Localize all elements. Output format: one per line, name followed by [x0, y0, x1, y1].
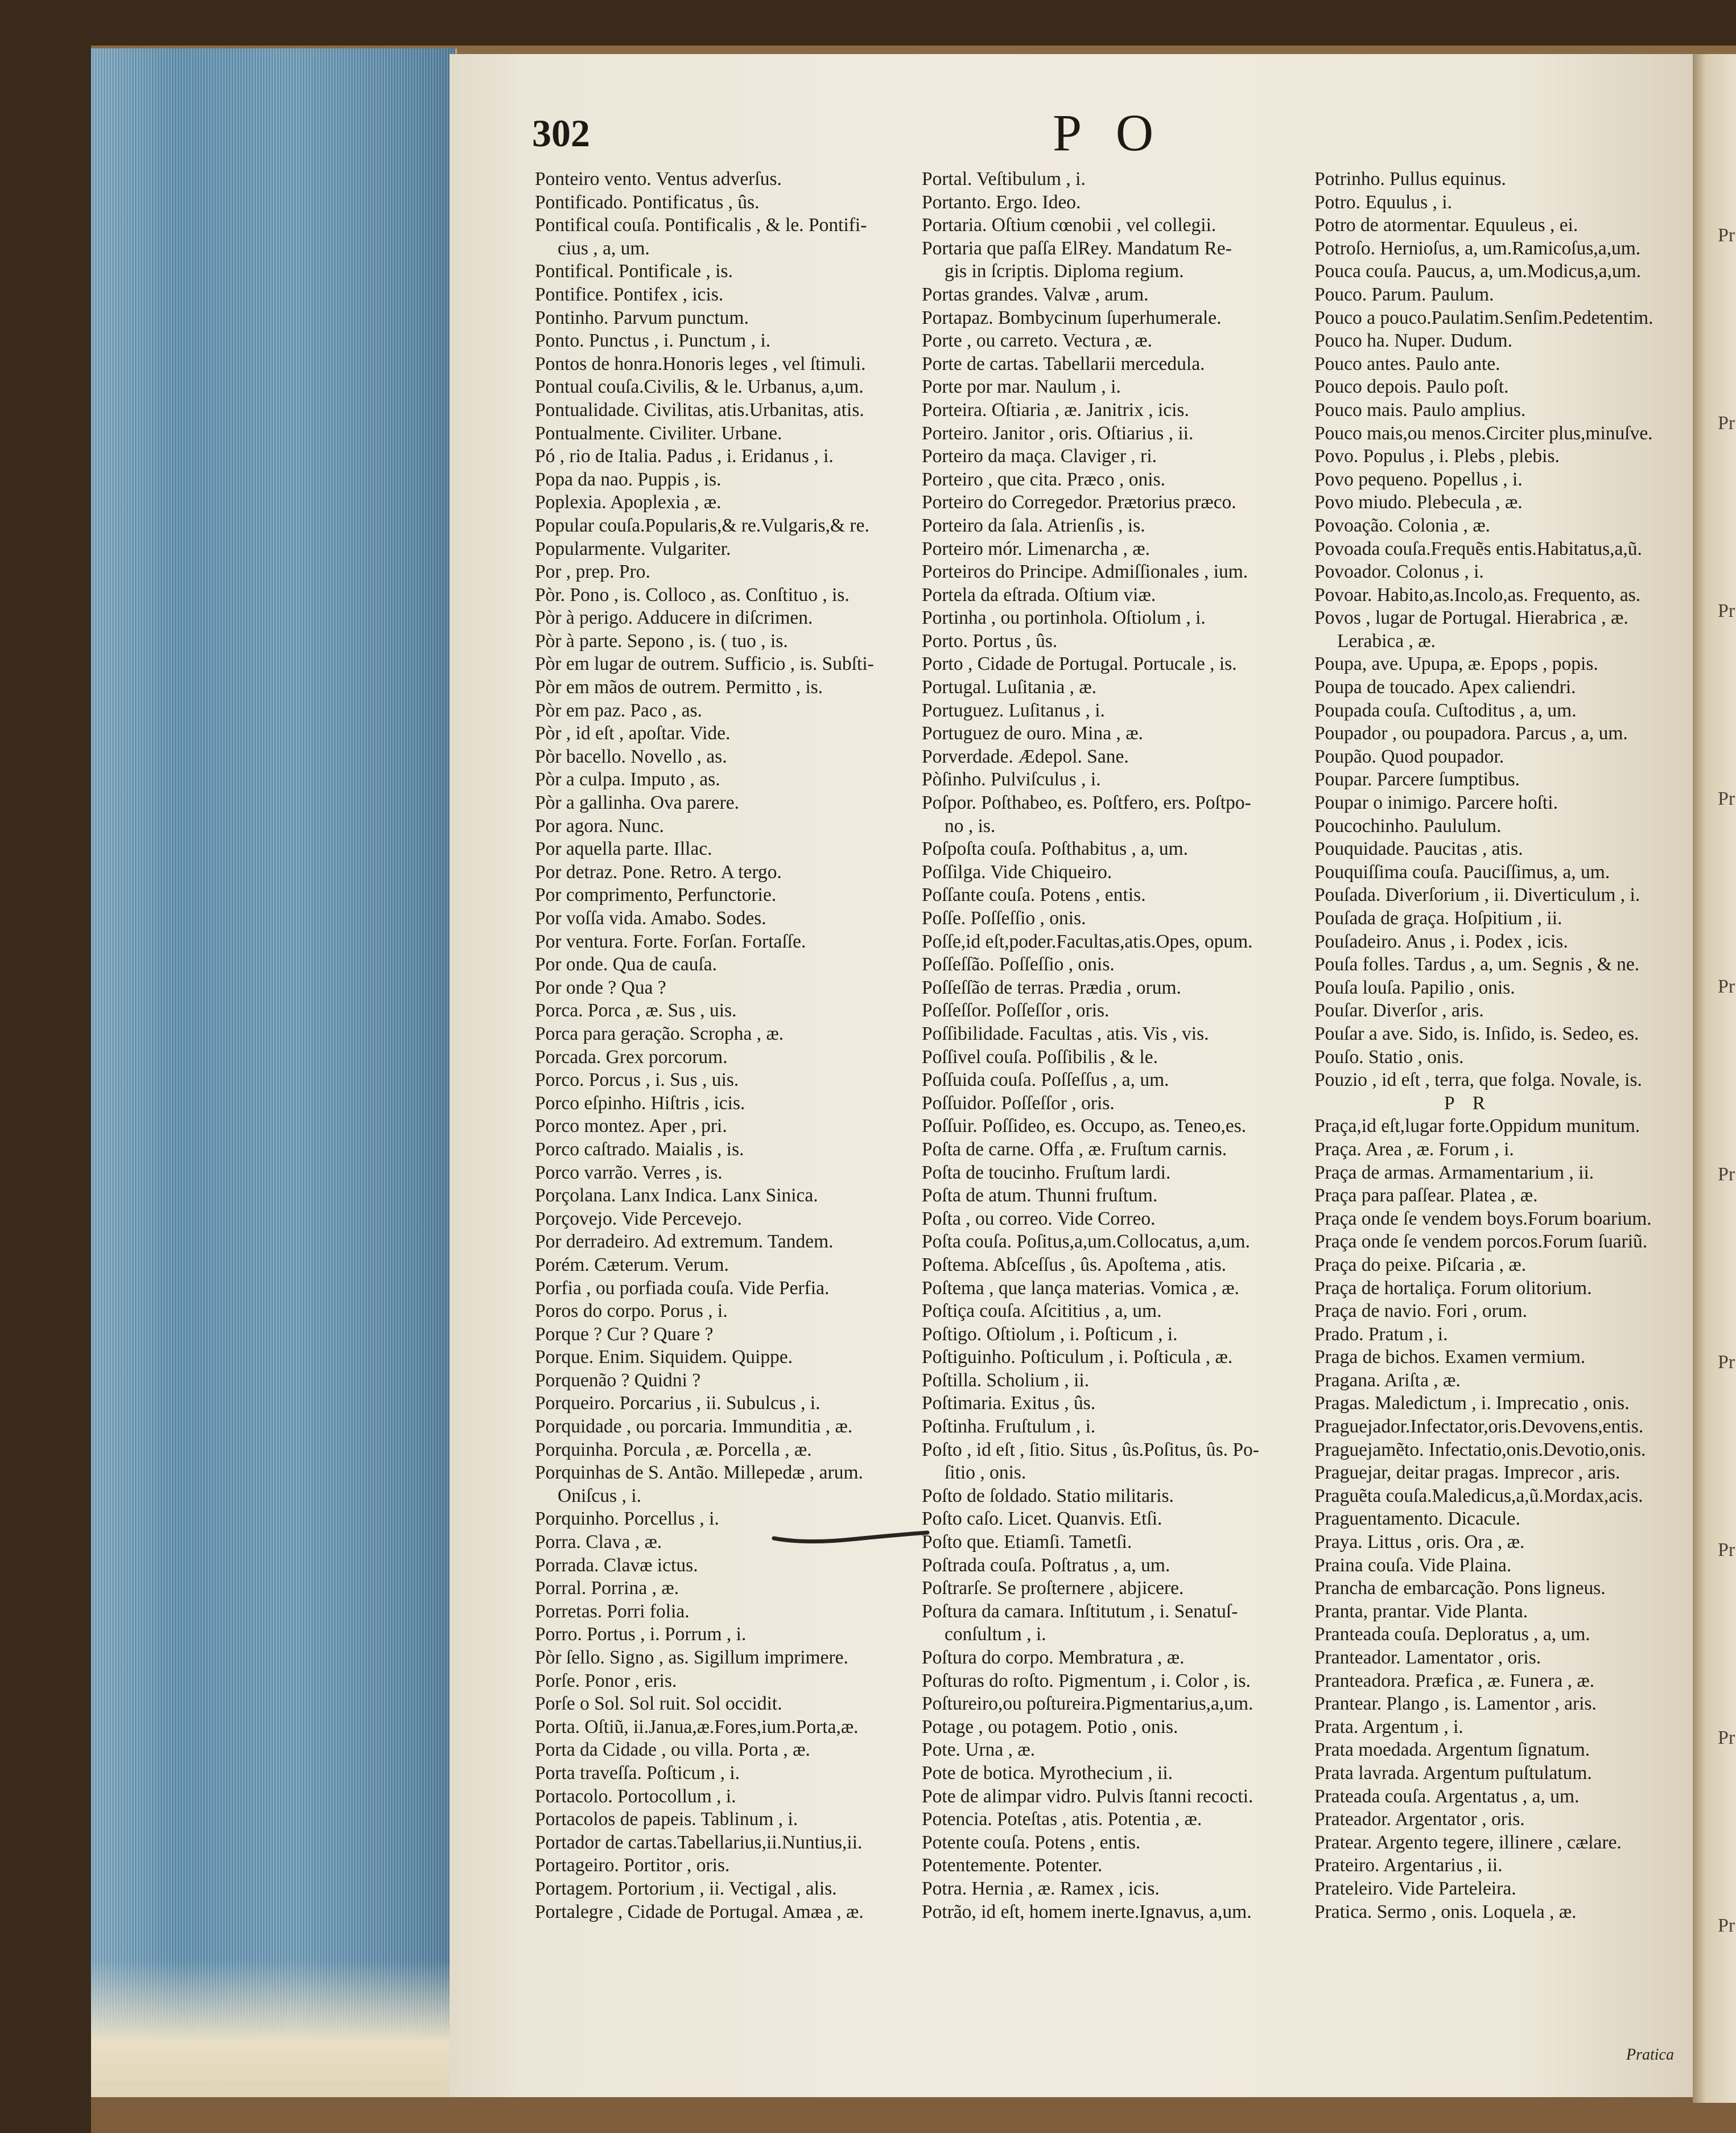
dictionary-entry: Pouſar. Diverſor , aris. — [1314, 1000, 1484, 1022]
dictionary-entry: Porte de cartas. Tabellarii mercedula. — [922, 353, 1205, 374]
dictionary-entry: Portinha , ou portinhola. Oſtiolum , i. — [922, 607, 1206, 629]
dictionary-entry: ſitio , onis. — [945, 1462, 1026, 1484]
dictionary-entry: Pranteador. Lamentator , oris. — [1314, 1647, 1541, 1668]
dictionary-entry: Poupador , ou poupadora. Parcus , a, um. — [1314, 723, 1628, 744]
column-3 — [1314, 168, 1690, 1924]
dictionary-entry: Praga de bichos. Examen vermium. — [1314, 1346, 1586, 1368]
dictionary-entry: Prado. Pratum , i. — [1314, 1323, 1448, 1345]
dictionary-entry: Porco. Porcus , i. Sus , uis. — [535, 1069, 739, 1091]
dictionary-entry: Portuguez de ouro. Mina , æ. — [922, 723, 1143, 744]
dictionary-entry: Potentemente. Potenter. — [922, 1855, 1103, 1876]
dictionary-entry: Porteiro mór. Limenarcha , æ. — [922, 538, 1150, 559]
dictionary-entry: Poſſeſſão de terras. Prædia , orum. — [922, 977, 1181, 998]
dictionary-entry: Pòr à parte. Sepono , is. ( tuo , is. — [535, 630, 788, 652]
dictionary-entry: Praça. Area , æ. Forum , i. — [1314, 1138, 1514, 1160]
dictionary-entry: Povoar. Habito,as.Incolo,as. Frequento, as. — [1314, 584, 1641, 606]
dictionary-entry: Porém. Cæterum. Verum. — [535, 1254, 729, 1275]
dictionary-entry: Praça do peixe. Piſcaria , æ. — [1314, 1254, 1527, 1275]
dictionary-entry: Por , prep. Pro. — [535, 561, 650, 583]
dictionary-entry: Praguẽta couſa.Maledicus,a,ũ.Mordax,acis. — [1314, 1485, 1643, 1506]
facing-page-fragment: Pr — [1718, 225, 1735, 246]
dictionary-entry: Porteiro , que cita. Præco , onis. — [922, 468, 1165, 490]
dictionary-entry: Portageiro. Portitor , oris. — [535, 1855, 730, 1876]
dictionary-entry: Poupa, ave. Upupa, æ. Epops , popis. — [1314, 653, 1598, 675]
dictionary-entry: Portagem. Portorium , ii. Vectigal , alis. — [535, 1877, 837, 1899]
dictionary-entry: Poſto , id eſt , ſitio. Situs , ûs.Poſitus, ûs. Po- — [922, 1439, 1259, 1460]
dictionary-entry: Pranta, prantar. Vide Planta. — [1314, 1600, 1528, 1622]
dictionary-entry: Pòr a gallinha. Ova parere. — [535, 792, 740, 814]
dictionary-entry: Pòr ſello. Signo , as. Sigillum imprimere. — [535, 1647, 848, 1668]
dictionary-entry: Potro. Equulus , i. — [1314, 191, 1452, 213]
dictionary-entry: Pouco ha. Nuper. Dudum. — [1314, 330, 1512, 352]
dictionary-entry: Potrinho. Pullus equinus. — [1314, 168, 1506, 190]
dictionary-entry: Praguejar, deitar pragas. Imprecor , aris. — [1314, 1462, 1620, 1484]
dictionary-entry: Prantear. Plango , is. Lamentor , aris. — [1314, 1693, 1597, 1715]
page-edges — [91, 48, 457, 2097]
dictionary-entry: Portal. Veſtibulum , i. — [922, 168, 1086, 190]
dictionary-entry: Porſe o Sol. Sol ruit. Sol occidit. — [535, 1693, 782, 1715]
dictionary-entry: Porco montez. Aper , pri. — [535, 1115, 727, 1137]
dictionary-entry: Praya. Littus , oris. Ora , æ. — [1314, 1531, 1525, 1553]
dictionary-entry: Ponteiro vento. Ventus adverſus. — [535, 168, 782, 190]
dictionary-entry: Povo miudo. Plebecula , æ. — [1314, 492, 1523, 513]
dictionary-entry: Povos , lugar de Portugal. Hierabrica , æ. — [1314, 607, 1628, 629]
dictionary-entry: Potente couſa. Potens , entis. — [922, 1831, 1141, 1853]
dictionary-entry: Prateada couſa. Argentatus , a, um. — [1314, 1785, 1580, 1807]
dictionary-entry: Pòſinho. Pulviſculus , i. — [922, 769, 1101, 790]
dictionary-entry: Praça de armas. Armamentarium , ii. — [1314, 1162, 1594, 1183]
dictionary-entry: Pote de alimpar vidro. Pulvis ſtanni recocti. — [922, 1785, 1253, 1807]
dictionary-entry: Praguejamẽto. Infectatio,onis.Devotio,onis. — [1314, 1439, 1646, 1460]
dictionary-entry: Pragas. Maledictum , i. Imprecatio , onis. — [1314, 1393, 1630, 1414]
dictionary-entry: Pòr em paz. Paco , as. — [535, 699, 702, 721]
dictionary-entry: Portaria que paſſa ElRey. Mandatum Re- — [922, 237, 1232, 259]
dictionary-entry: Porta. Oſtiũ, ii.Janua,æ.Fores,ium.Porta,æ. — [535, 1716, 859, 1737]
dictionary-entry: Pranteada couſa. Deploratus , a, um. — [1314, 1624, 1590, 1645]
dictionary-entry: Porta da Cidade , ou villa. Porta , æ. — [535, 1739, 810, 1761]
dictionary-entry: Porteiro da ſala. Atrienſis , is. — [922, 514, 1145, 536]
dictionary-entry: Pragana. Ariſta , æ. — [1314, 1369, 1461, 1391]
dictionary-entry: Pontificado. Pontificatus , ûs. — [535, 191, 760, 213]
running-head: P O — [1053, 104, 1165, 162]
dictionary-entry: Poucochinho. Paululum. — [1314, 815, 1502, 837]
dictionary-entry: Pouco. Parum. Paulum. — [1314, 283, 1494, 305]
dictionary-entry: Porteiro. Janitor , oris. Oſtiarius , ii. — [922, 422, 1194, 444]
dictionary-entry: Porca. Porca , æ. Sus , uis. — [535, 1000, 737, 1022]
dictionary-entry: Poſſuida couſa. Poſſeſſus , a, um. — [922, 1069, 1169, 1091]
dictionary-entry: Poſto de ſoldado. Statio militaris. — [922, 1485, 1174, 1506]
dictionary-entry: Poſto caſo. Licet. Quanvis. Etſi. — [922, 1508, 1162, 1530]
dictionary-entry: Pòr em mãos de outrem. Permitto , is. — [535, 677, 823, 698]
dictionary-entry: Pouſo. Statio , onis. — [1314, 1046, 1464, 1068]
dictionary-entry: Poupar o inimigo. Parcere hoſti. — [1314, 792, 1558, 814]
dictionary-entry: Praça de hortaliça. Forum olitorium. — [1314, 1277, 1592, 1299]
facing-page-fragment: Pr — [1718, 1539, 1735, 1560]
dictionary-entry: Por detraz. Pone. Retro. A tergo. — [535, 861, 782, 883]
dictionary-entry: Poſta couſa. Poſitus,a,um.Collocatus, a,um. — [922, 1231, 1250, 1253]
dictionary-entry: Oniſcus , i. — [558, 1485, 642, 1506]
dictionary-entry: Porquinhas de S. Antão. Millepedæ , arum. — [535, 1462, 863, 1484]
dictionary-entry: Pontualmente. Civiliter. Urbane. — [535, 422, 782, 444]
dictionary-entry: Porverdade. Ædepol. Sane. — [922, 746, 1129, 767]
facing-page-fragment: Pr — [1718, 1352, 1735, 1373]
dictionary-entry: Pouſada de graça. Hoſpitium , ii. — [1314, 908, 1562, 929]
dictionary-entry: Pouquiſſima couſa. Pauciſſimus, a, um. — [1314, 861, 1610, 883]
dictionary-entry: Prata moedada. Argentum ſignatum. — [1314, 1739, 1590, 1761]
dictionary-entry: Porquidade , ou porcaria. Immunditia , æ. — [535, 1416, 853, 1438]
dictionary-entry: Portugal. Luſitania , æ. — [922, 677, 1097, 698]
dictionary-entry: Praina couſa. Vide Plaina. — [1314, 1554, 1512, 1576]
dictionary-entry: Poplexia. Apoplexia , æ. — [535, 492, 721, 513]
dictionary-entry: Pontualidade. Civilitas, atis.Urbanitas, atis. — [535, 399, 864, 421]
dictionary-entry: Povoada couſa.Frequẽs entis.Habitatus,a,ũ. — [1314, 538, 1642, 559]
dictionary-entry: Pòr a culpa. Imputo , as. — [535, 769, 720, 790]
dictionary-entry: Por voſſa vida. Amabo. Sodes. — [535, 908, 766, 929]
dictionary-entry: Popularmente. Vulgariter. — [535, 538, 731, 559]
dictionary-entry: Poſtureiro,ou poſtureira.Pigmentarius,a,um. — [922, 1693, 1253, 1715]
dictionary-entry: Pouſada. Diverſorium , ii. Diverticulum , i. — [1314, 884, 1640, 906]
section-heading: P R — [1444, 1092, 1492, 1114]
dictionary-entry: Poſtinha. Fruſtulum , i. — [922, 1416, 1096, 1438]
dictionary-entry: Poſſibilidade. Facultas , atis. Vis , vis. — [922, 1023, 1209, 1044]
dictionary-entry: Poſta de toucinho. Fruſtum lardi. — [922, 1162, 1171, 1183]
dictionary-entry: Poſpoſta couſa. Poſthabitus , a, um. — [922, 838, 1189, 860]
dictionary-entry: Porfia , ou porfiada couſa. Vide Perfia. — [535, 1277, 830, 1299]
dictionary-entry: Poſſuidor. Poſſeſſor , oris. — [922, 1092, 1115, 1114]
dictionary-entry: no , is. — [945, 815, 996, 837]
dictionary-entry: Pouquidade. Paucitas , atis. — [1314, 838, 1523, 860]
dictionary-entry: Pontifice. Pontifex , icis. — [535, 283, 724, 305]
dictionary-entry: Porçolana. Lanx Indica. Lanx Sinica. — [535, 1185, 818, 1206]
dictionary-entry: Porquenão ? Quidni ? — [535, 1369, 701, 1391]
dictionary-entry: Poſtiguinho. Poſticulum , i. Poſticula , æ. — [922, 1346, 1233, 1368]
dictionary-entry: Lerabica , æ. — [1337, 630, 1436, 652]
dictionary-entry: Potroſo. Hernioſus, a, um.Ramicoſus,a,um. — [1314, 237, 1641, 259]
dictionary-entry: Pontifical couſa. Pontificalis , & le. Pontifi- — [535, 215, 867, 236]
dictionary-entry: Pòr , id eſt , apoſtar. Vide. — [535, 723, 731, 744]
dictionary-entry: Poſſilga. Vide Chiqueiro. — [922, 861, 1112, 883]
dictionary-entry: Portas grandes. Valvæ , arum. — [922, 283, 1149, 305]
dictionary-entry: Porro. Portus , i. Porrum , i. — [535, 1624, 747, 1645]
dictionary-entry: Poupar. Parcere ſumptibus. — [1314, 769, 1520, 790]
dictionary-entry: Poſta de atum. Thunni fruſtum. — [922, 1185, 1158, 1206]
dictionary-entry: Por comprimento, Perfunctorie. — [535, 884, 777, 906]
dictionary-entry: Povo pequeno. Popellus , i. — [1314, 468, 1523, 490]
dictionary-entry: Prateador. Argentator , oris. — [1314, 1809, 1525, 1830]
dictionary-entry: Pouco antes. Paulo ante. — [1314, 353, 1500, 374]
dictionary-entry: Prateiro. Argentarius , ii. — [1314, 1855, 1503, 1876]
dictionary-entry: Porquinho. Porcellus , i. — [535, 1508, 719, 1530]
dictionary-entry: Porco varrão. Verres , is. — [535, 1162, 723, 1183]
dictionary-entry: Portador de cartas.Tabellarius,ii.Nuntius,ii. — [535, 1831, 863, 1853]
facing-page-fragment: Pr — [1718, 413, 1735, 434]
dictionary-entry: Praguentamento. Dicacule. — [1314, 1508, 1520, 1530]
dictionary-entry: Pouco mais. Paulo amplius. — [1314, 399, 1526, 421]
dictionary-entry: Poſta , ou correo. Vide Correo. — [922, 1208, 1156, 1229]
dictionary-entry: Popa da nao. Puppis , is. — [535, 468, 721, 490]
dictionary-entry: Portapaz. Bombycinum ſuperhumerale. — [922, 307, 1222, 328]
dictionary-entry: Poſſeſſor. Poſſeſſor , oris. — [922, 1000, 1110, 1022]
dictionary-entry: Pouzio , id eſt , terra, que folga. Novale, is. — [1314, 1069, 1642, 1091]
dictionary-entry: Portaria. Oſtium cœnobii , vel collegii. — [922, 215, 1217, 236]
page-number: 302 — [532, 112, 590, 155]
dictionary-entry: Pranteadora. Præfica , æ. Funera , æ. — [1314, 1670, 1595, 1691]
dictionary-entry: Por onde. Qua de cauſa. — [535, 954, 718, 975]
dictionary-entry: Porca para geração. Scropha , æ. — [535, 1023, 784, 1044]
dictionary-entry: Praça onde ſe vendem boys.Forum boarium. — [1314, 1208, 1652, 1229]
facing-page-fragment: Pr — [1718, 788, 1735, 809]
dictionary-entry: Porto , Cidade de Portugal. Portucale , is. — [922, 653, 1237, 675]
dictionary-entry: Poſtura da camara. Inſtitutum , i. Senatuſ- — [922, 1600, 1238, 1622]
dictionary-entry: Poſſe. Poſſeſſio , onis. — [922, 908, 1086, 929]
dictionary-entry: Poſſante couſa. Potens , entis. — [922, 884, 1146, 906]
dictionary-entry: Praguejador.Infectator,oris.Devovens,entis. — [1314, 1416, 1644, 1438]
dictionary-entry: Poupada couſa. Cuſtoditus , a, um. — [1314, 699, 1577, 721]
dictionary-entry: gis in ſcriptis. Diploma regium. — [945, 261, 1184, 282]
dictionary-entry: Pratear. Argento tegere, illinere , cælare. — [1314, 1831, 1622, 1853]
dictionary-entry: Portela da eſtrada. Oſtium viæ. — [922, 584, 1156, 606]
column-1 — [535, 168, 910, 1924]
dictionary-entry: Portacolo. Portocollum , i. — [535, 1785, 736, 1807]
dictionary-entry: Poros do corpo. Porus , i. — [535, 1300, 728, 1322]
dictionary-entry: Por derradeiro. Ad extremum. Tandem. — [535, 1231, 834, 1253]
dictionary-entry: Praça de navio. Fori , orum. — [1314, 1300, 1527, 1322]
dictionary-entry: Praça para paſſear. Platea , æ. — [1314, 1185, 1538, 1206]
dictionary-entry: Porte , ou carreto. Vectura , æ. — [922, 330, 1152, 352]
dictionary-entry: Porco eſpinho. Hiſtris , icis. — [535, 1092, 745, 1114]
dictionary-entry: cius , a, um. — [558, 237, 650, 259]
dictionary-entry: Portanto. Ergo. Ideo. — [922, 191, 1081, 213]
dictionary-entry: Porra. Clava , æ. — [535, 1531, 662, 1553]
dictionary-entry: Pouco mais,ou menos.Circiter plus,minuſve. — [1314, 422, 1653, 444]
facing-page-edge — [1693, 54, 1736, 2103]
dictionary-entry: Poſtrada couſa. Poſtratus , a, um. — [922, 1554, 1170, 1576]
facing-page-fragment: Pr — [1718, 976, 1735, 997]
dictionary-entry: Porcada. Grex porcorum. — [535, 1046, 728, 1068]
facing-page-fragment: Pr — [1718, 1915, 1735, 1936]
facing-page-fragment: Pr — [1718, 1727, 1735, 1748]
dictionary-entry: Porſe. Ponor , eris. — [535, 1670, 677, 1691]
dictionary-entry: Porteiros do Principe. Admiſſionales , ium. — [922, 561, 1248, 583]
dictionary-entry: Pouſadeiro. Anus , i. Podex , icis. — [1314, 930, 1568, 952]
dictionary-entry: Pote. Urna , æ. — [922, 1739, 1036, 1761]
dictionary-entry: Poupão. Quod poupador. — [1314, 746, 1504, 767]
catchword: Pratica — [1626, 2046, 1674, 2064]
dictionary-entry: Porral. Porrina , æ. — [535, 1578, 679, 1599]
dictionary-entry: Praça onde ſe vendem porcos.Forum ſuariũ. — [1314, 1231, 1648, 1253]
dictionary-entry: Pouſar a ave. Sido, is. Inſido, is. Sedeo, es. — [1314, 1023, 1639, 1044]
dictionary-entry: Porquinha. Porcula , æ. Porcella , æ. — [535, 1439, 812, 1460]
dictionary-entry: Porqueiro. Porcarius , ii. Subulcus , i. — [535, 1393, 820, 1414]
dictionary-entry: Pòr em lugar de outrem. Sufficio , is. Subſti- — [535, 653, 874, 675]
dictionary-entry: Poſtema , que lança materias. Vomica , æ. — [922, 1277, 1239, 1299]
dictionary-entry: Poſto que. Etiamſi. Tametſi. — [922, 1531, 1132, 1553]
dictionary-entry: Por onde ? Qua ? — [535, 977, 666, 998]
dictionary-entry: Porretas. Porri folia. — [535, 1600, 690, 1622]
dictionary-entry: Porçovejo. Vide Percevejo. — [535, 1208, 742, 1229]
column-2 — [922, 168, 1297, 1924]
dictionary-entry: Poſtrarſe. Se proſternere , abjicere. — [922, 1578, 1184, 1599]
dictionary-entry: Prata. Argentum , i. — [1314, 1716, 1463, 1737]
dictionary-entry: Pratica. Sermo , onis. Loquela , æ. — [1314, 1901, 1577, 1922]
dictionary-entry: Prateleiro. Vide Parteleira. — [1314, 1877, 1516, 1899]
dictionary-entry: Potra. Hernia , æ. Ramex , icis. — [922, 1877, 1160, 1899]
dictionary-entry: Poſtilla. Scholium , ii. — [922, 1369, 1090, 1391]
dictionary-entry: Pó , rio de Italia. Padus , i. Eridanus , i. — [535, 446, 834, 467]
dictionary-entry: Poſtimaria. Exitus , ûs. — [922, 1393, 1096, 1414]
dictionary-entry: Pontinho. Parvum punctum. — [535, 307, 749, 328]
dictionary-entry: Poſſe,id eſt,poder.Facultas,atis.Opes, opum. — [922, 930, 1253, 952]
dictionary-entry: Porta traveſſa. Poſticum , i. — [535, 1762, 740, 1784]
dictionary-entry: Pontual couſa.Civilis, & le. Urbanus, a,um. — [535, 376, 864, 398]
facing-page-fragment: Pr — [1718, 1164, 1735, 1185]
dictionary-entry: Poſſuir. Poſſideo, es. Occupo, as. Teneo,es. — [922, 1115, 1247, 1137]
dictionary-entry: Poſſeſſão. Poſſeſſio , onis. — [922, 954, 1115, 975]
dictionary-entry: Pòr bacello. Novello , as. — [535, 746, 727, 767]
dictionary-entry: Porque. Enim. Siquidem. Quippe. — [535, 1346, 793, 1368]
dictionary-entry: Poſtema. Abſceſſus , ûs. Apoſtema , atis. — [922, 1254, 1227, 1275]
dictionary-entry: Povo. Populus , i. Plebs , plebis. — [1314, 446, 1560, 467]
dictionary-entry: Portalegre , Cidade de Portugal. Amæa , æ. — [535, 1901, 864, 1922]
dictionary-entry: Potencia. Poteſtas , atis. Potentia , æ. — [922, 1809, 1202, 1830]
dictionary-entry: Porque ? Cur ? Quare ? — [535, 1323, 714, 1345]
dictionary-entry: Pòr à perigo. Adducere in diſcrimen. — [535, 607, 813, 629]
dictionary-entry: Potrão, id eſt, homem inerte.Ignavus, a,um. — [922, 1901, 1252, 1922]
dictionary-entry: Poſtigo. Oſtiolum , i. Poſticum , i. — [922, 1323, 1178, 1345]
dictionary-entry: Porto. Portus , ûs. — [922, 630, 1058, 652]
dictionary-entry: Pouco depois. Paulo poſt. — [1314, 376, 1509, 398]
dictionary-entry: Por agora. Nunc. — [535, 815, 664, 837]
dictionary-entry: Popular couſa.Popularis,& re.Vulgaris,& re. — [535, 514, 869, 536]
dictionary-entry: Porco caſtrado. Maialis , is. — [535, 1138, 744, 1160]
dictionary-entry: Pontos de honra.Honoris leges , vel ſtimuli. — [535, 353, 866, 374]
dictionary-entry: Pontifical. Pontificale , is. — [535, 261, 733, 282]
dictionary-entry: Poupa de toucado. Apex caliendri. — [1314, 677, 1576, 698]
dictionary-entry: Poſpor. Poſthabeo, es. Poſtfero, ers. Poſtpo- — [922, 792, 1251, 814]
dictionary-entry: Potage , ou potagem. Potio , onis. — [922, 1716, 1178, 1737]
dictionary-entry: Praça,id eſt,lugar forte.Oppidum munitum. — [1314, 1115, 1640, 1137]
dictionary-entry: conſultum , i. — [945, 1624, 1046, 1645]
dictionary-entry: Porte por mar. Naulum , i. — [922, 376, 1121, 398]
dictionary-entry: Pouca couſa. Paucus, a, um.Modicus,a,um. — [1314, 261, 1642, 282]
dictionary-entry: Portuguez. Luſitanus , i. — [922, 699, 1105, 721]
dictionary-entry: Pòr. Pono , is. Colloco , as. Conſtituo , is. — [535, 584, 850, 606]
facing-page-fragment: Pr — [1718, 600, 1735, 621]
dictionary-entry: Portacolos de papeis. Tablinum , i. — [535, 1809, 798, 1830]
dictionary-entry: Povoador. Colonus , i. — [1314, 561, 1484, 583]
dictionary-entry: Por ventura. Forte. Forſan. Fortaſſe. — [535, 930, 806, 952]
dictionary-entry: Porteiro do Corregedor. Prætorius præco. — [922, 492, 1236, 513]
dictionary-entry: Poſturas do roſto. Pigmentum , i. Color , is. — [922, 1670, 1251, 1691]
dictionary-entry: Ponto. Punctus , i. Punctum , i. — [535, 330, 771, 352]
dictionary-entry: Poſtiça couſa. Aſcititius , a, um. — [922, 1300, 1162, 1322]
dictionary-entry: Potro de atormentar. Equuleus , ei. — [1314, 215, 1578, 236]
dictionary-entry: Poſta de carne. Offa , æ. Fruſtum carnis. — [922, 1138, 1227, 1160]
dictionary-entry: Porteira. Oſtiaria , æ. Janitrix , icis. — [922, 399, 1189, 421]
dictionary-entry: Porteiro da maça. Claviger , ri. — [922, 446, 1157, 467]
dictionary-entry: Pouco a pouco.Paulatim.Senſim.Pedetentim. — [1314, 307, 1653, 328]
dictionary-entry: Prancha de embarcação. Pons ligneus. — [1314, 1578, 1606, 1599]
dictionary-entry: Povoação. Colonia , æ. — [1314, 514, 1490, 536]
dictionary-entry: Por aquella parte. Illac. — [535, 838, 712, 860]
dictionary-entry: Porrada. Clavæ ictus. — [535, 1554, 698, 1576]
ink-stroke-mark — [771, 1528, 930, 1545]
dictionary-entry: Pouſa louſa. Papilio , onis. — [1314, 977, 1515, 998]
dictionary-entry: Poſſivel couſa. Poſſibilis , & le. — [922, 1046, 1158, 1068]
dictionary-entry: Prata lavrada. Argentum puſtulatum. — [1314, 1762, 1592, 1784]
dictionary-entry: Poſtura do corpo. Membratura , æ. — [922, 1647, 1185, 1668]
dictionary-entry: Pouſa folles. Tardus , a, um. Segnis , & ne. — [1314, 954, 1640, 975]
dictionary-entry: Pote de botica. Myrothecium , ii. — [922, 1762, 1173, 1784]
